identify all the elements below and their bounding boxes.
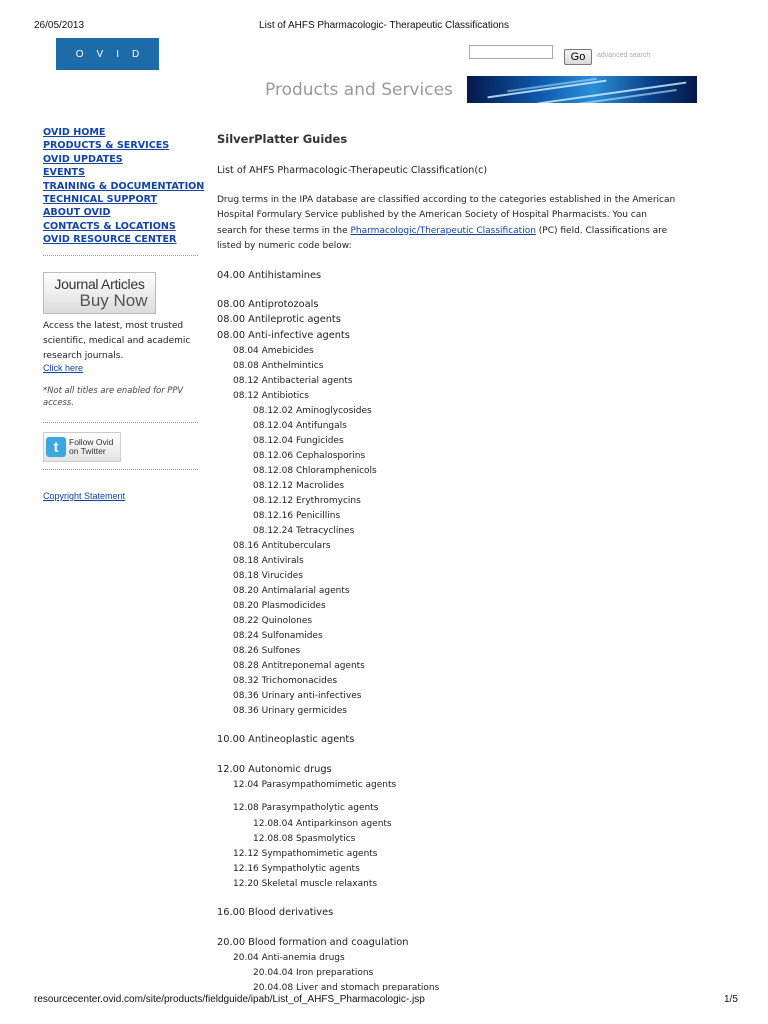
nav-link-ovid-updates[interactable]: OVID UPDATES bbox=[43, 153, 123, 165]
print-title: List of AHFS Pharmacologic- Therapeutic Classifications bbox=[259, 20, 509, 31]
classification-item: 08.12.08 Chloramphenicols bbox=[253, 466, 377, 476]
classification-item: 08.00 Antiprotozoals bbox=[217, 299, 319, 310]
search-input[interactable] bbox=[469, 45, 553, 59]
intro-text-end: (PC) field. Classifications are listed by numeric code below: bbox=[217, 225, 668, 251]
classification-item: 08.16 Antituberculars bbox=[233, 541, 331, 551]
classification-item: 08.32 Trichomonacides bbox=[233, 676, 338, 686]
classification-item: 08.20 Plasmodicides bbox=[233, 601, 326, 611]
classification-item: 08.28 Antitreponemal agents bbox=[233, 661, 365, 671]
footer-url: resourcecenter.ovid.com/site/products/fieldguide/ipab/List_of_AHFS_Pharmacologic-.jsp bbox=[34, 994, 425, 1005]
classification-item: 08.12.04 Antifungals bbox=[253, 421, 347, 431]
ppv-note: *Not all titles are enabled for PPV access. bbox=[43, 385, 184, 407]
divider bbox=[43, 422, 198, 423]
classification-item: 04.00 Antihistamines bbox=[217, 270, 322, 281]
classification-item: 08.04 Amebicides bbox=[233, 346, 314, 356]
twitter-button-label bbox=[69, 438, 113, 456]
classification-item: 20.04 Anti-anemia drugs bbox=[233, 953, 345, 963]
classification-item: 12.16 Sympatholytic agents bbox=[233, 864, 360, 874]
click-here-link[interactable]: Click here bbox=[43, 363, 84, 373]
classification-item: 20.00 Blood formation and coagulation bbox=[217, 937, 409, 948]
classification-item: 08.12.12 Macrolides bbox=[253, 481, 345, 491]
banner-graphic bbox=[467, 76, 697, 103]
classification-item: 16.00 Blood derivatives bbox=[217, 907, 334, 918]
twitter-icon: t bbox=[46, 437, 66, 457]
divider bbox=[43, 469, 198, 470]
classification-item: 08.12.24 Tetracyclines bbox=[253, 526, 355, 536]
classification-item: 12.08 Parasympatholytic agents bbox=[233, 803, 379, 813]
classification-item: 08.36 Urinary germicides bbox=[233, 706, 347, 716]
nav-link-ovid-home[interactable]: OVID HOME bbox=[43, 127, 106, 138]
copyright-link[interactable]: Copyright Statement bbox=[43, 491, 126, 501]
footer-page-number: 1/5 bbox=[724, 994, 738, 1005]
nav-link-events[interactable]: EVENTS bbox=[43, 167, 86, 179]
nav-link-training-documentation[interactable]: TRAINING & DOCUMENTATION bbox=[43, 180, 205, 192]
classification-item: 08.12.16 Penicillins bbox=[253, 511, 341, 521]
intro-paragraph bbox=[217, 193, 677, 254]
classification-item: 08.24 Sulfonamides bbox=[233, 631, 323, 641]
twitter-line1: Follow Ovid bbox=[69, 437, 114, 447]
nav-link-technical-support[interactable]: TECHNICAL SUPPORT bbox=[43, 194, 158, 206]
classification-item: 08.12.02 Aminoglycosides bbox=[253, 406, 372, 416]
classification-item: 12.08.04 Antiparkinson agents bbox=[253, 819, 392, 829]
nav-link-contacts-locations[interactable]: CONTACTS & LOCATIONS bbox=[43, 220, 176, 232]
classification-item: 08.36 Urinary anti-infectives bbox=[233, 691, 362, 701]
twitter-line2: on Twitter bbox=[69, 446, 106, 456]
go-button[interactable]: Go bbox=[564, 49, 592, 65]
ovid-logo[interactable]: OVID bbox=[56, 38, 159, 70]
classification-item: 08.12 Antibiotics bbox=[233, 391, 309, 401]
print-date: 26/05/2013 bbox=[34, 20, 85, 31]
classification-item: 20.04.04 Iron preparations bbox=[253, 968, 374, 978]
follow-twitter-button[interactable] bbox=[43, 432, 121, 462]
classification-item: 08.18 Antivirals bbox=[233, 556, 304, 566]
nav-link-about-ovid[interactable]: ABOUT OVID bbox=[43, 207, 111, 219]
classification-item: 12.08.08 Spasmolytics bbox=[253, 834, 356, 844]
journal-articles-buy-now-button[interactable] bbox=[43, 272, 156, 314]
classification-item: 08.18 Virucides bbox=[233, 571, 303, 581]
classification-item: 12.00 Autonomic drugs bbox=[217, 764, 332, 775]
classification-item: 12.20 Skeletal muscle relaxants bbox=[233, 879, 378, 889]
banner-title: Products and Services bbox=[265, 80, 453, 100]
divider bbox=[43, 255, 198, 256]
classification-item: 08.12.04 Fungicides bbox=[253, 436, 344, 446]
journal-button-line2: Buy Now bbox=[79, 291, 148, 310]
classification-item: 12.12 Sympathomimetic agents bbox=[233, 849, 378, 859]
classification-item: 08.12 Antibacterial agents bbox=[233, 376, 353, 386]
classification-item: 10.00 Antineoplastic agents bbox=[217, 734, 355, 745]
nav-link-ovid-resource-center[interactable]: OVID RESOURCE CENTER bbox=[43, 234, 177, 246]
classification-item: 08.12.06 Cephalosporins bbox=[253, 451, 366, 461]
classification-item: 08.26 Sulfones bbox=[233, 646, 301, 656]
pc-classification-link[interactable]: Pharmacologic/Therapeutic Classification bbox=[350, 225, 536, 236]
classification-item: 08.00 Antileprotic agents bbox=[217, 314, 341, 325]
page-heading: SilverPlatter Guides bbox=[217, 132, 348, 146]
intro-text: Drug terms in the IPA database are classified according to the categories established in the American Hospital Formulary Service published by the American Society of Hospital Pharmacists. You can search for these terms in the bbox=[217, 195, 676, 236]
nav-link-products-services[interactable]: PRODUCTS & SERVICES bbox=[43, 140, 170, 152]
page-subtitle: List of AHFS Pharmacologic-Therapeutic Classification(c) bbox=[217, 165, 488, 176]
print-header bbox=[0, 0, 768, 34]
classification-item: 08.22 Quinolones bbox=[233, 616, 313, 626]
classification-item: 12.04 Parasympathomimetic agents bbox=[233, 780, 397, 790]
classification-item: 08.00 Anti-infective agents bbox=[217, 330, 350, 341]
journal-button-line1: Journal Articles bbox=[54, 276, 145, 292]
classification-item: 08.08 Anthelmintics bbox=[233, 361, 324, 371]
classification-item: 08.12.12 Erythromycins bbox=[253, 496, 361, 506]
print-footer bbox=[0, 994, 768, 1024]
journal-promo-text: Access the latest, most trusted scientific, medical and academic research journals. bbox=[43, 321, 191, 361]
classification-item: 08.20 Antimalarial agents bbox=[233, 586, 350, 596]
sidebar-nav bbox=[43, 126, 204, 247]
advanced-search-link[interactable]: advanced search bbox=[597, 52, 651, 59]
classification-item: 20.04.08 Liver and stomach preparations bbox=[253, 983, 440, 991]
